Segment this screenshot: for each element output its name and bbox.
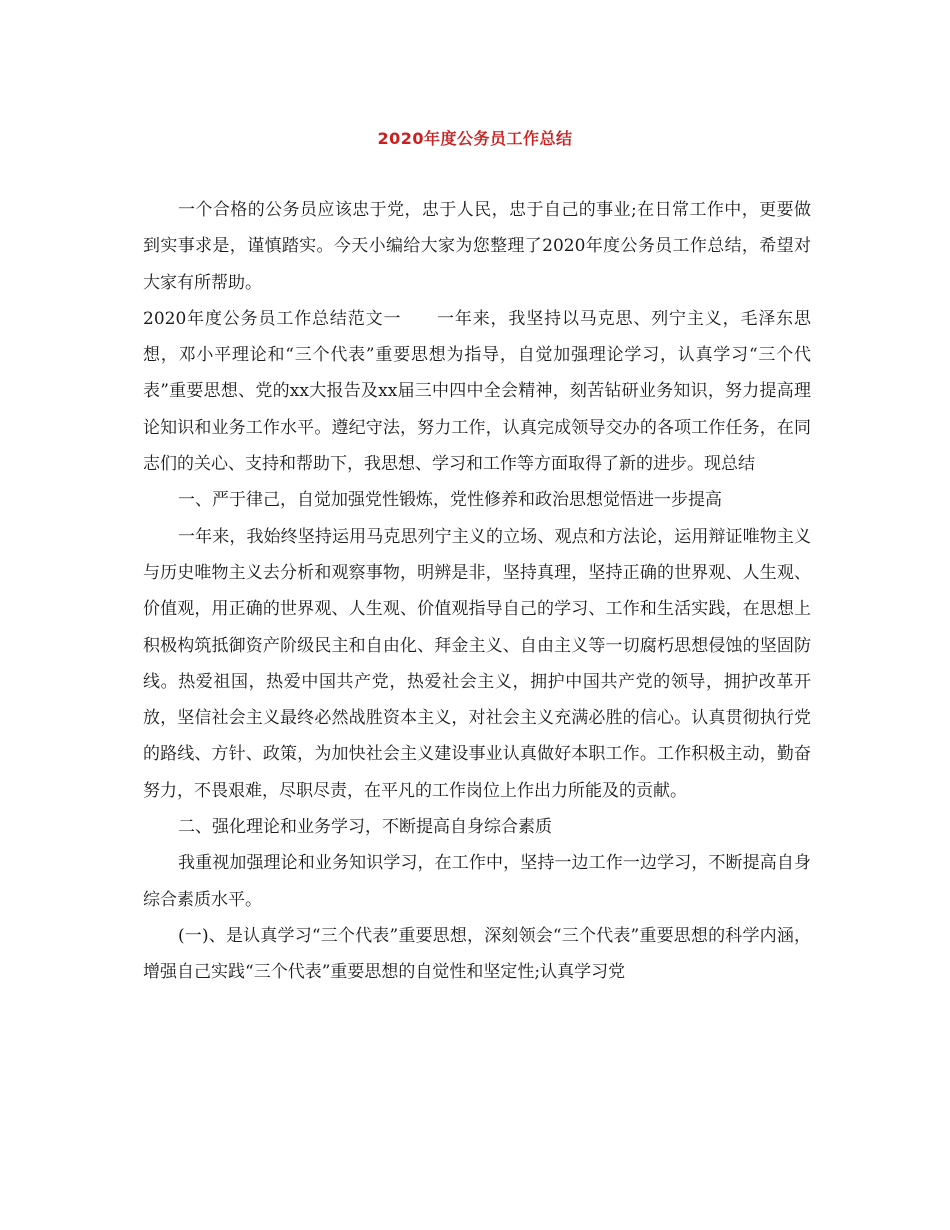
section-heading-one: 一、严于律己，自觉加强党性锻炼，党性修养和政治思想觉悟进一步提高 bbox=[178, 490, 722, 511]
document-body bbox=[143, 192, 811, 991]
intro-paragraph: 一个合格的公务员应该忠于党，忠于人民，忠于自己的事业;在日常工作中，更要做到实事求是，谨慎踏实。今天小编给大家为您整理了2020年度公务员工作总结，希望对大家有所帮助。 bbox=[143, 200, 811, 293]
sample-one-paragraph: 2020年度公务员工作总结范文一 一年来，我坚持以马克思、列宁主义，毛泽东思想，邓小平理论和“三个代表”重要思想为指导，自觉加强理论学习，认真学习“三个代表”重要思想、党的xx大报告及xx届三中四中全会精神，刻苦钻研业务知识，努力提高理论知识和业务工作水平。遵纪守法，努力工作，认真完成领导交办的各项工作任务，在同志们的关心、支持和帮助下，我思想、学习和工作等方面取得了新的进步。现总结 bbox=[143, 308, 811, 475]
section-one-paragraph: 一年来，我始终坚持运用马克思列宁主义的立场、观点和方法论，运用辩证唯物主义与历史唯物主义去分析和观察事物，明辨是非，坚持真理，坚持正确的世界观、人生观、价值观，用正确的世界观、人生观、价值观指导自己的学习、工作和生活实践，在思想上积极构筑抵御资产阶级民主和自由化、拜金主义、自由主义等一切腐朽思想侵蚀的坚固防线。热爱祖国，热爱中国共产党，热爱社会主义，拥护中国共产党的领导，拥护改革开放，坚信社会主义最终必然战胜资本主义，对社会主义充满必胜的信心。认真贯彻执行党的路线、方针、政策，为加快社会主义建设事业认真做好本职工作。工作积极主动，勤奋努力，不畏艰难，尽职尽责，在平凡的工作岗位上作出力所能及的贡献。 bbox=[143, 526, 811, 801]
document-title: 2020年度公务员工作总结 bbox=[377, 129, 573, 148]
section-heading-two: 二、强化理论和业务学习，不断提高自身综合素质 bbox=[178, 817, 552, 838]
subsection-one-paragraph: (一)、是认真学习“三个代表”重要思想，深刻领会“三个代表”重要思想的科学内涵，增强自己实践“三个代表”重要思想的自觉性和坚定性;认真学习党 bbox=[143, 925, 811, 983]
section-two-paragraph: 我重视加强理论和业务知识学习，在工作中，坚持一边工作一边学习，不断提高自身综合素质水平。 bbox=[143, 853, 811, 910]
